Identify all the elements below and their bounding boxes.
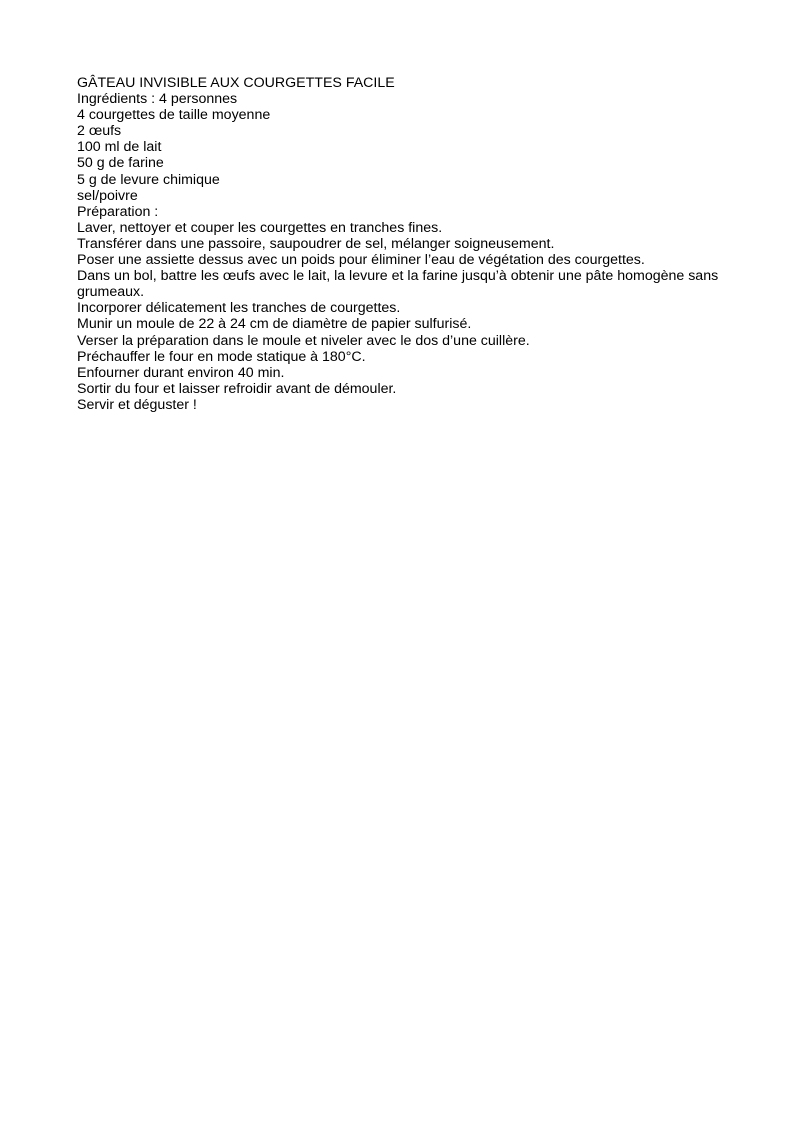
preparation-step: Transférer dans une passoire, saupoudrer de sel, mélanger soigneusement. xyxy=(77,235,555,252)
document-page xyxy=(77,75,727,413)
ingredient-item: 50 g de farine xyxy=(77,155,164,172)
ingredient-item: 100 ml de lait xyxy=(77,139,162,156)
preparation-step: Servir et déguster ! xyxy=(77,396,197,413)
preparation-step: Laver, nettoyer et couper les courgettes en tranches fines. xyxy=(77,219,443,236)
preparation-step: Dans un bol, battre les œufs avec le lait, la levure et la farine jusqu’à obtenir une pâte homogène sans grumeaux. xyxy=(77,268,719,301)
preparation-step: Verser la préparation dans le moule et niveler avec le dos d’une cuillère. xyxy=(77,332,530,349)
preparation-step: Munir un moule de 22 à 24 cm de diamètre de papier sulfurisé. xyxy=(77,316,472,333)
preparation-step: Enfourner durant environ 40 min. xyxy=(77,364,285,381)
preparation-step: Sortir du four et laisser refroidir avant de démouler. xyxy=(77,380,397,397)
ingredient-item: 5 g de levure chimique xyxy=(77,171,220,188)
preparation-header: Préparation : xyxy=(77,203,159,220)
preparation-step: Incorporer délicatement les tranches de courgettes. xyxy=(77,300,401,317)
ingredient-item: sel/poivre xyxy=(77,187,138,204)
preparation-step: Poser une assiette dessus avec un poids pour éliminer l’eau de végétation des courgettes. xyxy=(77,252,645,269)
ingredient-item: 4 courgettes de taille moyenne xyxy=(77,107,271,124)
ingredient-item: 2 œufs xyxy=(77,123,122,140)
preparation-step: Préchauffer le four en mode statique à 180°C. xyxy=(77,348,366,365)
recipe-title: GÂTEAU INVISIBLE AUX COURGETTES FACILE xyxy=(77,75,395,91)
ingredients-header: Ingrédients : 4 personnes xyxy=(77,91,238,108)
